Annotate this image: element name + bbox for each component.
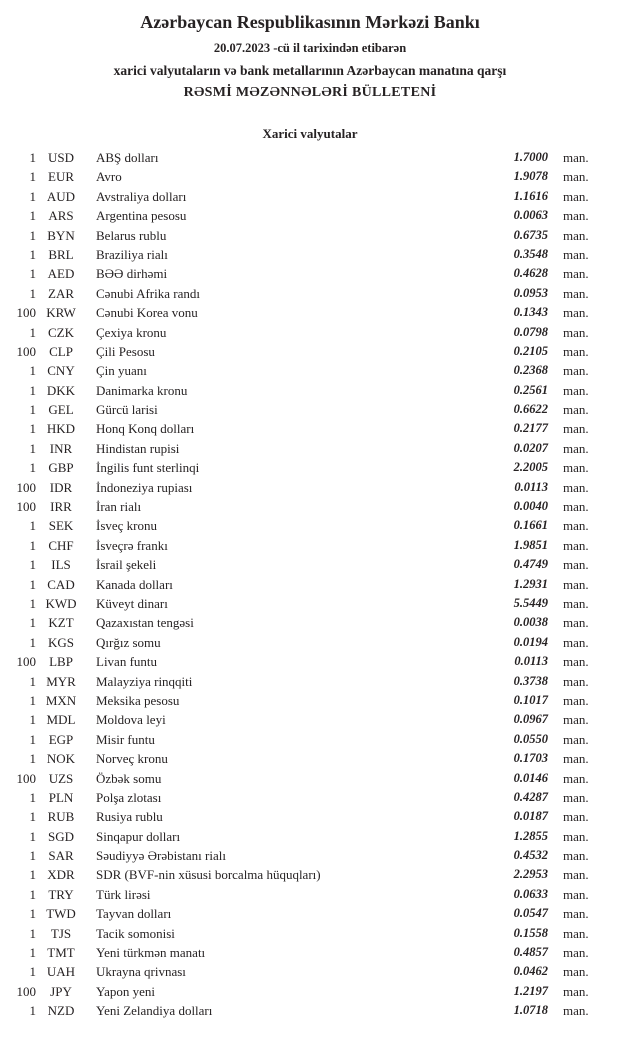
- currency-code: CZK: [48, 324, 74, 340]
- unit-label: man.: [563, 150, 589, 165]
- rate-value: 0.3548: [513, 246, 548, 261]
- rate-row: [0, 516, 620, 535]
- rate-value: 0.6622: [513, 402, 548, 417]
- rate-row: [0, 381, 620, 400]
- currency-name: Yeni türkmən manatı: [96, 945, 206, 961]
- currency-name: Tayvan dolları: [96, 906, 172, 922]
- quantity-value: 1: [29, 848, 36, 864]
- unit-label: man.: [563, 518, 589, 534]
- currency-code: BYN: [47, 227, 75, 243]
- rate-value: 0.0040: [513, 499, 548, 514]
- currency-code: KZT: [48, 615, 74, 631]
- rate-value: 0.1017: [513, 692, 548, 707]
- quantity-value: 100: [16, 479, 36, 495]
- rate-value: 0.0967: [513, 712, 548, 727]
- currency-code: TWD: [46, 906, 76, 922]
- currency-name: Danimarka kronu: [96, 382, 188, 398]
- quantity-value: 1: [29, 382, 36, 398]
- rate-value: 2.2953: [513, 867, 548, 882]
- rate-row: [0, 788, 620, 807]
- rate-row: [0, 439, 620, 458]
- currency-name: Çin yuanı: [96, 363, 147, 379]
- quantity-value: 1: [29, 537, 36, 553]
- quantity-value: 1: [29, 421, 36, 437]
- currency-name: Rusiya rublu: [96, 809, 163, 825]
- unit-label: man.: [563, 770, 589, 786]
- quantity-value: 100: [16, 305, 36, 321]
- currency-name: Ukrayna qrivnası: [96, 964, 186, 980]
- rate-value: 1.9851: [513, 537, 548, 552]
- currency-code: CLP: [49, 343, 73, 359]
- quantity-value: 1: [29, 1003, 36, 1019]
- rate-value: 0.0113: [514, 479, 548, 494]
- effective-date-line: 20.07.2023 -cü il tarixindən etibarən: [213, 41, 407, 55]
- unit-label: man.: [563, 343, 589, 359]
- quantity-value: 1: [29, 460, 36, 476]
- quantity-value: 1: [29, 692, 36, 708]
- currency-code: DKK: [46, 382, 76, 398]
- unit-label: man.: [563, 499, 589, 515]
- rate-value: 5.5449: [513, 595, 548, 610]
- unit-label: man.: [563, 964, 589, 980]
- currency-name: Meksika pesosu: [96, 692, 180, 708]
- rate-row: [0, 419, 620, 438]
- quantity-value: 1: [29, 150, 36, 165]
- unit-label: man.: [563, 402, 589, 418]
- unit-label: man.: [563, 809, 589, 825]
- currency-code: TRY: [48, 886, 74, 902]
- currency-code: TJS: [50, 925, 72, 941]
- quantity-value: 1: [29, 925, 36, 941]
- rate-value: 0.2105: [513, 343, 548, 358]
- quantity-value: 1: [29, 246, 36, 262]
- rate-row: [0, 633, 620, 652]
- rate-value: 0.0187: [513, 809, 548, 824]
- rate-row: [0, 575, 620, 594]
- unit-label: man.: [563, 440, 589, 456]
- quantity-value: 1: [29, 518, 36, 534]
- unit-label: man.: [563, 751, 589, 767]
- currency-name: Türk lirəsi: [96, 886, 151, 902]
- rate-row: [0, 827, 620, 846]
- unit-label: man.: [563, 576, 589, 592]
- currency-code: CHF: [48, 537, 74, 553]
- rate-value: 2.2005: [513, 460, 548, 475]
- currency-name: Tacik somonisi: [96, 925, 175, 941]
- currency-code: EGP: [48, 731, 74, 747]
- unit-label: man.: [563, 789, 589, 805]
- unit-label: man.: [563, 188, 589, 204]
- currency-code: GEL: [48, 402, 74, 418]
- rate-row: [0, 691, 620, 710]
- currency-name: İsveçrə frankı: [96, 537, 168, 553]
- quantity-value: 1: [29, 227, 36, 243]
- rate-value: 0.4287: [513, 789, 548, 804]
- currency-name: Avro: [96, 169, 122, 185]
- rate-value: 1.0718: [513, 1003, 548, 1018]
- currency-name: Malayziya rinqqiti: [96, 673, 193, 689]
- currency-name: Qazaxıstan tengəsi: [96, 615, 194, 631]
- quantity-value: 1: [29, 945, 36, 961]
- currency-name: Özbək somu: [96, 770, 162, 786]
- unit-label: man.: [563, 1003, 589, 1019]
- rate-value: 0.1703: [513, 751, 548, 766]
- currency-name: Avstraliya dolları: [96, 188, 187, 204]
- quantity-value: 1: [29, 324, 36, 340]
- document-subtitle: xarici valyutaların və bank metallarının Azərbaycan manatına qarşı: [113, 63, 507, 78]
- unit-label: man.: [563, 983, 589, 999]
- unit-label: man.: [563, 945, 589, 961]
- quantity-value: 1: [29, 828, 36, 844]
- currency-code: BRL: [48, 246, 74, 262]
- currency-name: Yapon yeni: [96, 983, 155, 999]
- rate-value: 0.0146: [513, 770, 548, 785]
- currency-code: ILS: [51, 557, 71, 573]
- unit-label: man.: [563, 731, 589, 747]
- rate-row: [0, 672, 620, 691]
- quantity-value: 1: [29, 809, 36, 825]
- unit-label: man.: [563, 324, 589, 340]
- currency-code: KGS: [47, 634, 74, 650]
- unit-label: man.: [563, 848, 589, 864]
- unit-label: man.: [563, 169, 589, 185]
- rate-value: 0.0063: [513, 208, 548, 223]
- unit-label: man.: [563, 886, 589, 902]
- rate-row: [0, 769, 620, 788]
- quantity-value: 1: [29, 886, 36, 902]
- rate-row: [0, 303, 620, 322]
- quantity-value: 1: [29, 169, 36, 185]
- currency-name: Çili Pesosu: [96, 343, 155, 359]
- rate-value: 0.0633: [513, 886, 548, 901]
- rate-value: 0.0953: [513, 285, 548, 300]
- rate-value: 0.4532: [513, 848, 548, 863]
- currency-code: MDL: [46, 712, 76, 728]
- rate-row: [0, 962, 620, 981]
- unit-label: man.: [563, 595, 589, 611]
- rate-row: [0, 284, 620, 303]
- rate-value: 1.1616: [513, 188, 548, 203]
- rate-row: [0, 710, 620, 729]
- unit-label: man.: [563, 421, 589, 437]
- unit-label: man.: [563, 537, 589, 553]
- currency-code: IRR: [50, 499, 72, 515]
- currency-code: NZD: [47, 1003, 75, 1019]
- unit-label: man.: [563, 305, 589, 321]
- currency-code: PLN: [48, 789, 74, 805]
- currency-name: ABŞ dolları: [96, 150, 159, 165]
- quantity-value: 1: [29, 266, 36, 282]
- rate-value: 0.1343: [513, 305, 548, 320]
- rate-value: 0.6735: [513, 227, 548, 242]
- currency-name: Livan funtu: [96, 654, 158, 670]
- rate-row: [0, 245, 620, 264]
- currency-name: Misir funtu: [96, 731, 155, 747]
- rate-value: 0.4857: [513, 945, 548, 960]
- currency-name: İsrail şekeli: [96, 557, 157, 573]
- quantity-value: 1: [29, 595, 36, 611]
- quantity-value: 100: [16, 770, 36, 786]
- rate-row: [0, 749, 620, 768]
- currency-code: RUB: [47, 809, 75, 825]
- quantity-value: 100: [16, 654, 36, 670]
- currency-code: ZAR: [48, 285, 74, 301]
- unit-label: man.: [563, 363, 589, 379]
- rate-row: [0, 458, 620, 477]
- rate-value: 0.0113: [514, 654, 548, 669]
- currency-code: IDR: [49, 479, 73, 495]
- bank-title: Azərbaycan Respublikasının Mərkəzi Bankı: [140, 12, 480, 32]
- rate-value: 0.2561: [513, 382, 548, 397]
- quantity-value: 1: [29, 402, 36, 418]
- quantity-value: 1: [29, 363, 36, 379]
- unit-label: man.: [563, 246, 589, 262]
- unit-label: man.: [563, 828, 589, 844]
- rate-value: 1.2197: [513, 983, 548, 998]
- currency-name: Argentina pesosu: [96, 208, 187, 224]
- currency-name: Çexiya kronu: [96, 324, 167, 340]
- currency-code: XDR: [47, 867, 75, 883]
- currency-name: SDR (BVF-nin xüsusi borcalma hüquqları): [96, 867, 321, 883]
- rate-value: 0.0462: [513, 964, 548, 979]
- rate-value: 1.9078: [513, 169, 548, 184]
- quantity-value: 1: [29, 634, 36, 650]
- currency-name: Küveyt dinarı: [96, 595, 168, 611]
- currency-code: SEK: [48, 518, 74, 534]
- document-header: [0, 0, 620, 102]
- rate-row: [0, 264, 620, 283]
- unit-label: man.: [563, 615, 589, 631]
- quantity-value: 100: [16, 499, 36, 515]
- currency-name: Səudiyyə Ərəbistanı rialı: [96, 848, 226, 864]
- quantity-value: 1: [29, 615, 36, 631]
- unit-label: man.: [563, 673, 589, 689]
- currency-code: EUR: [48, 169, 74, 185]
- currency-code: AUD: [46, 188, 76, 204]
- bulletin-title: RƏSMİ MƏZƏNNƏLƏRİ BÜLLETENİ: [183, 85, 437, 100]
- currency-code: GBP: [48, 460, 74, 476]
- currency-name: Braziliya rialı: [96, 246, 168, 262]
- currency-name: Honq Konq dolları: [96, 421, 195, 437]
- unit-label: man.: [563, 634, 589, 650]
- rate-value: 1.2855: [513, 828, 548, 843]
- quantity-value: 1: [29, 906, 36, 922]
- rate-row: [0, 323, 620, 342]
- currency-name: İran rialı: [96, 499, 142, 515]
- currency-code: UZS: [48, 770, 74, 786]
- quantity-value: 1: [29, 285, 36, 301]
- currency-name: Gürcü larisi: [96, 402, 158, 418]
- currency-name: Kanada dolları: [96, 576, 173, 592]
- rate-row: [0, 206, 620, 225]
- rate-value: 0.4628: [513, 266, 548, 281]
- currency-code: KWD: [45, 595, 77, 611]
- rate-value: 0.0207: [513, 440, 548, 455]
- quantity-value: 100: [16, 983, 36, 999]
- unit-label: man.: [563, 654, 589, 670]
- currency-code: MYR: [46, 673, 76, 689]
- currency-code: SAR: [48, 848, 74, 864]
- rate-row: [0, 652, 620, 671]
- currency-name: Polşa zlotası: [96, 789, 162, 805]
- rate-value: 0.2177: [513, 421, 548, 436]
- currency-name: BƏƏ dirhəmi: [96, 266, 168, 282]
- currency-name: Yeni Zelandiya dolları: [96, 1003, 213, 1019]
- currency-name: Qırğız somu: [96, 634, 161, 650]
- rate-value: 0.0038: [513, 615, 548, 630]
- currency-code: USD: [47, 150, 74, 165]
- rate-value: 0.1558: [513, 925, 548, 940]
- rates-table: [0, 148, 620, 1021]
- rate-row: [0, 846, 620, 865]
- rate-value: 0.0550: [513, 731, 548, 746]
- rate-value: 1.7000: [513, 150, 548, 164]
- currency-code: INR: [49, 440, 73, 456]
- currency-name: İndoneziya rupiası: [96, 479, 193, 495]
- currency-code: CNY: [47, 363, 75, 379]
- currency-code: ARS: [48, 208, 74, 224]
- currency-code: UAH: [46, 964, 76, 980]
- currency-code: MXN: [45, 692, 77, 708]
- currency-name: Sinqapur dolları: [96, 828, 181, 844]
- rate-row: [0, 497, 620, 516]
- currency-code: LBP: [49, 654, 73, 670]
- currency-code: KRW: [46, 305, 76, 321]
- quantity-value: 1: [29, 751, 36, 767]
- quantity-value: 1: [29, 557, 36, 573]
- rate-row: [0, 226, 620, 245]
- currency-code: HKD: [46, 421, 76, 437]
- rate-value: 0.1661: [513, 518, 548, 533]
- currency-code: NOK: [46, 751, 76, 767]
- unit-label: man.: [563, 460, 589, 476]
- quantity-value: 1: [29, 731, 36, 747]
- quantity-value: 100: [16, 343, 36, 359]
- currency-code: SGD: [47, 828, 74, 844]
- rate-row: [0, 943, 620, 962]
- rate-row: [0, 904, 620, 923]
- rate-value: 0.2368: [513, 363, 548, 378]
- currency-code: AED: [47, 266, 75, 282]
- unit-label: man.: [563, 479, 589, 495]
- rate-value: 0.0798: [513, 324, 548, 339]
- quantity-value: 1: [29, 712, 36, 728]
- currency-name: Norveç kronu: [96, 751, 168, 767]
- unit-label: man.: [563, 285, 589, 301]
- unit-label: man.: [563, 557, 589, 573]
- unit-label: man.: [563, 692, 589, 708]
- quantity-value: 1: [29, 440, 36, 456]
- quantity-value: 1: [29, 867, 36, 883]
- currency-name: Cənubi Afrika randı: [96, 285, 200, 301]
- currency-name: Cənubi Korea vonu: [96, 305, 198, 321]
- currency-code: TMT: [47, 945, 75, 961]
- rate-row: [0, 924, 620, 943]
- rate-row: [0, 148, 620, 167]
- rate-row: [0, 807, 620, 826]
- rate-value: 0.0194: [513, 634, 548, 649]
- rate-row: [0, 167, 620, 186]
- rate-value: 0.0547: [513, 906, 548, 921]
- currency-name: İsveç kronu: [96, 518, 158, 534]
- currency-code: CAD: [47, 576, 75, 592]
- section-title-foreign-currencies: Xarici valyutalar: [262, 126, 358, 141]
- currency-code: JPY: [50, 983, 72, 999]
- rate-row: [0, 613, 620, 632]
- quantity-value: 1: [29, 576, 36, 592]
- rate-row: [0, 865, 620, 884]
- rate-value: 1.2931: [513, 576, 548, 591]
- unit-label: man.: [563, 208, 589, 224]
- rate-row: [0, 478, 620, 497]
- rate-row: [0, 982, 620, 1001]
- unit-label: man.: [563, 867, 589, 883]
- rate-row: [0, 885, 620, 904]
- currency-name: Belarus rublu: [96, 227, 167, 243]
- quantity-value: 1: [29, 208, 36, 224]
- quantity-value: 1: [29, 673, 36, 689]
- rate-row: [0, 342, 620, 361]
- unit-label: man.: [563, 266, 589, 282]
- rate-value: 0.3738: [513, 673, 548, 688]
- rate-row: [0, 361, 620, 380]
- quantity-value: 1: [29, 789, 36, 805]
- unit-label: man.: [563, 925, 589, 941]
- rate-row: [0, 730, 620, 749]
- rate-row: [0, 555, 620, 574]
- rate-row: [0, 400, 620, 419]
- rate-value: 0.4749: [513, 557, 548, 572]
- rate-row: [0, 594, 620, 613]
- currency-name: İngilis funt sterlinqi: [96, 460, 200, 476]
- unit-label: man.: [563, 227, 589, 243]
- currency-name: Hindistan rupisi: [96, 440, 180, 456]
- unit-label: man.: [563, 712, 589, 728]
- quantity-value: 1: [29, 964, 36, 980]
- rate-row: [0, 536, 620, 555]
- rate-row: [0, 187, 620, 206]
- rate-row: [0, 1001, 620, 1020]
- unit-label: man.: [563, 382, 589, 398]
- quantity-value: 1: [29, 188, 36, 204]
- unit-label: man.: [563, 906, 589, 922]
- currency-name: Moldova leyi: [96, 712, 166, 728]
